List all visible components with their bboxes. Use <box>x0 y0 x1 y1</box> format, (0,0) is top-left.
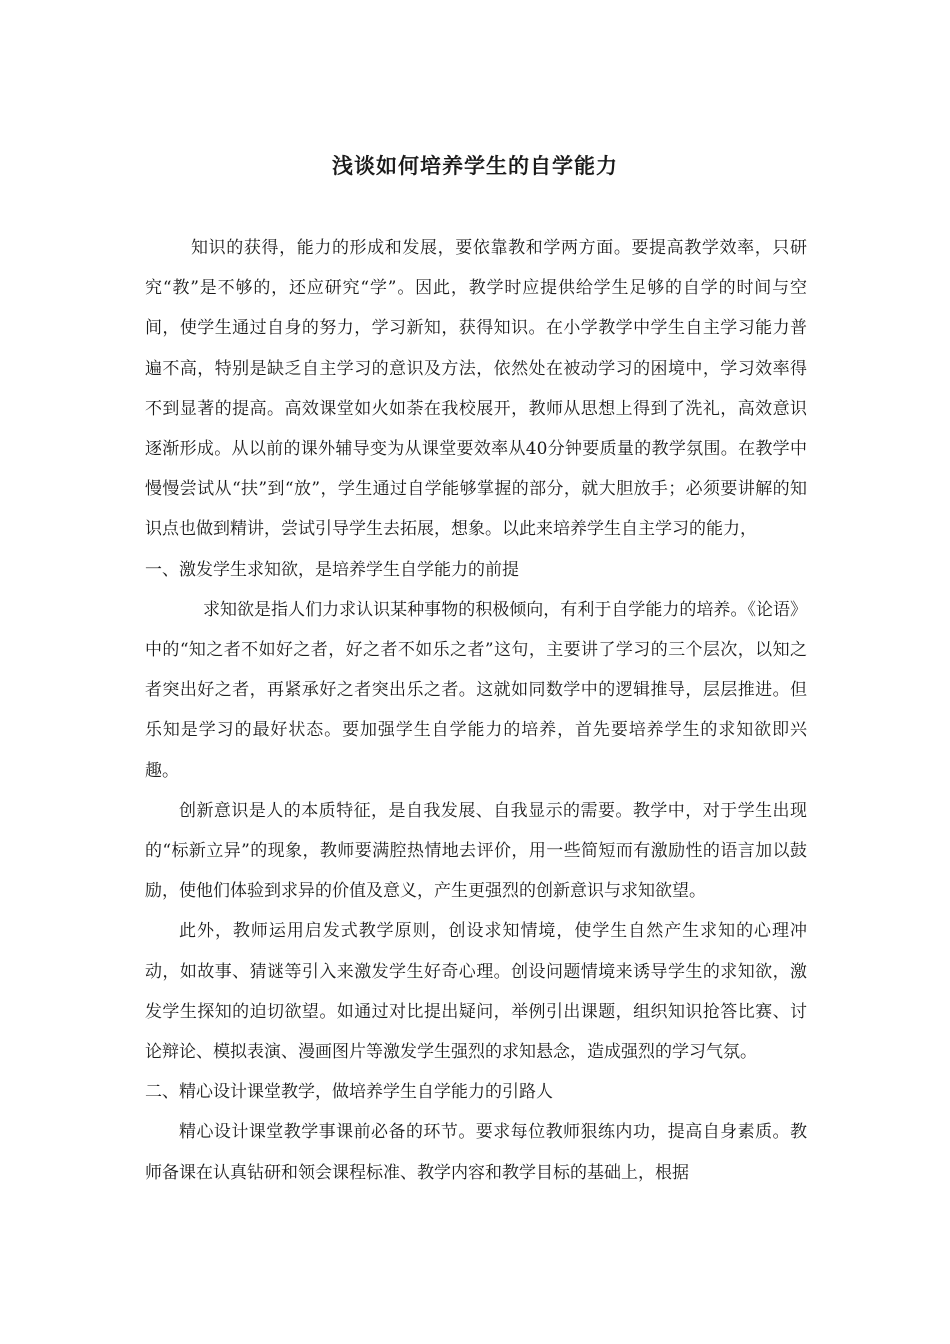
paragraph-heuristic: 此外，教师运用启发式教学原则，创设求知情境，使学生自然产生求知的心理冲动，如故事、猜谜等引入来激发学生好奇心理。创设问题情境来诱导学生的求知欲，激发学生探知的迫切欲望。如通过对比提出疑问，举例引出课题，组织知识抢答比赛、讨论辩论、模拟表演、漫画图片等激发学生强烈的求知悬念，造成强烈的学习气氛。 <box>145 921 807 1063</box>
document-title: 浅谈如何培养学生的自学能力 <box>332 153 618 178</box>
document-body <box>145 228 807 1193</box>
section-heading-1: 一、激发学生求知欲，是培养学生自学能力的前提 <box>145 559 519 580</box>
paragraph-intro: 知识的获得，能力的形成和发展，要依靠教和学两方面。要提高教学效率，只研究“教”是不够的，还应研究“学”。因此，教学时应提供给学生足够的自学的时间与空间，使学生通过自身的努力，学习新知，获得知识。在小学教学中学生自主学习能力普遍不高，特别是缺乏自主学习的意识及方法，依然处在被动学习的困境中，学习效率得不到显著的提高。高效课堂如火如荼在我校展开，教师从思想上得到了洗礼，高效意识逐渐形成。从以前的课外辅导变为从课堂要效率从40分钟要质量的教学氛围。在教学中慢慢尝试从“扶”到“放”，学生通过自学能够掌握的部分，就大胆放手；必须要讲解的知识点也做到精讲，尝试引导学生去拓展，想象。以此来培养学生自主学习的能力， <box>145 238 807 540</box>
paragraph-lesson-design: 精心设计课堂教学事课前必备的环节。要求每位教师狠练内功，提高自身素质。教师备课在认真钻研和领会课程标准、教学内容和教学目标的基础上，根据 <box>145 1122 807 1183</box>
paragraph-curiosity: 求知欲是指人们力求认识某种事物的积极倾向，有利于自学能力的培养。《论语》中的“知之者不如好之者，好之者不如乐之者”这句，主要讲了学习的三个层次，以知之者突出好之者，再紧承好之者突出乐之者。这就如同数学中的逻辑推导，层层推进。但乐知是学习的最好状态。要加强学生自学能力的培养，首先要培养学生的求知欲即兴趣。 <box>145 599 807 781</box>
paragraph-innovation: 创新意识是人的本质特征，是自我发展、自我显示的需要。教学中，对于学生出现的“标新立异”的现象，教师要满腔热情地去评价，用一些简短而有激励性的语言加以鼓励，使他们体验到求异的价值及意义，产生更强烈的创新意识与求知欲望。 <box>145 800 807 902</box>
section-heading-2: 二、精心设计课堂教学，做培养学生自学能力的引路人 <box>145 1082 553 1103</box>
